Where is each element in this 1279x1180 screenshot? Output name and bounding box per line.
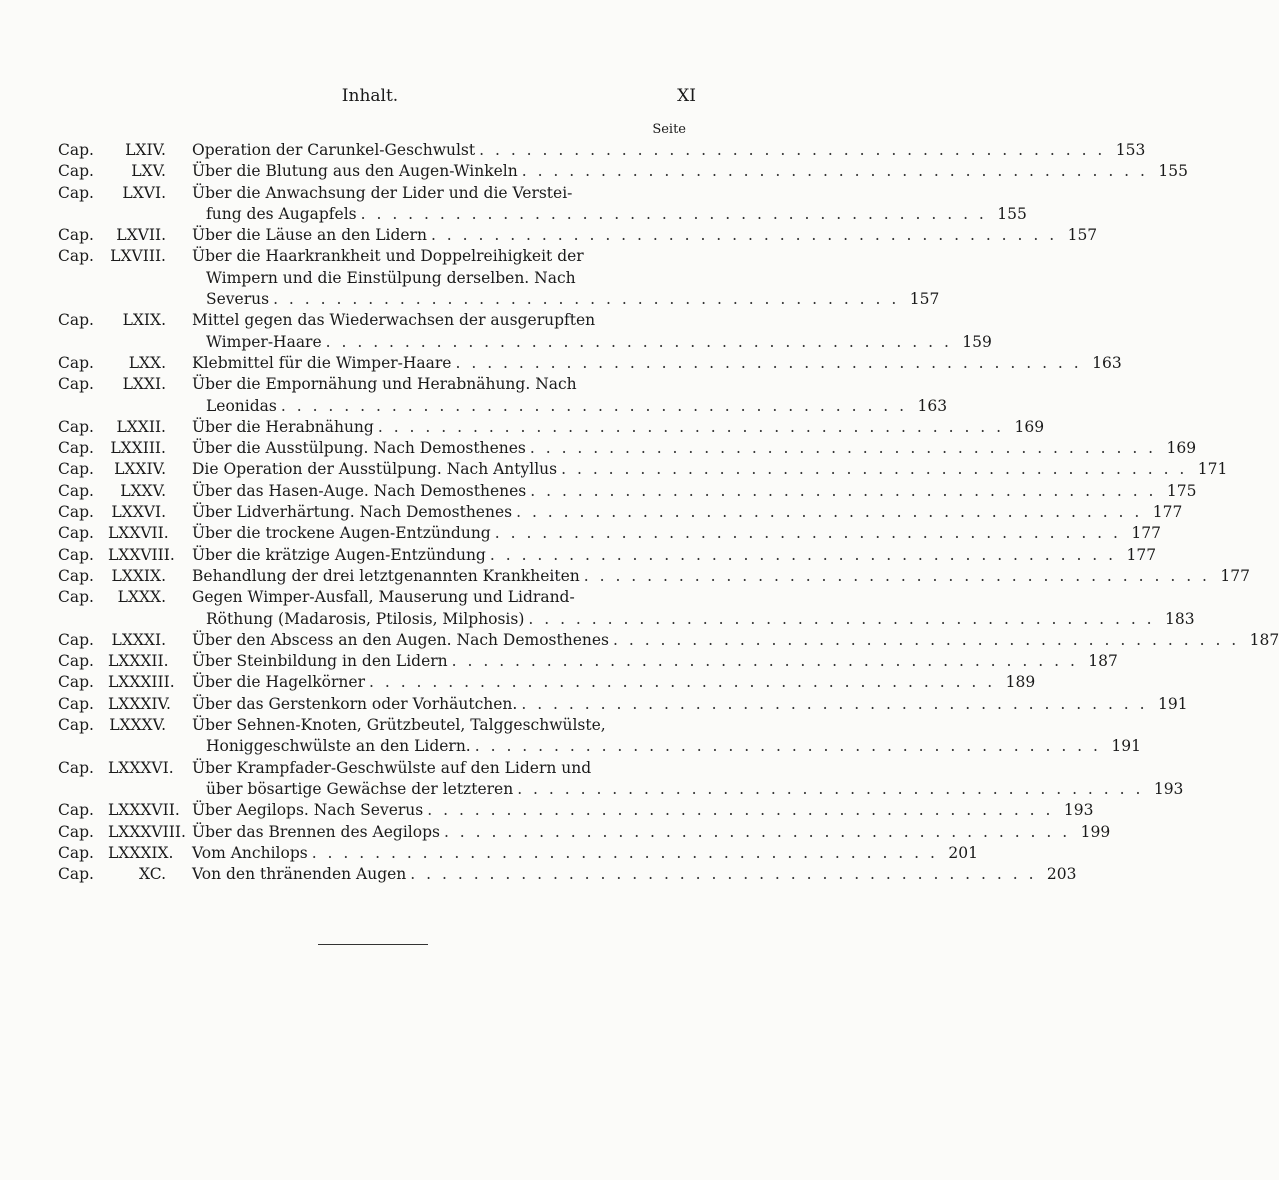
chapter-title [192,864,1077,885]
toc-entry [58,481,1197,502]
chapter-number: LXXXI. [111,630,166,649]
chapter-title-text: Operation der Carunkel-Geschwulst [192,141,476,159]
page-reference: 177 [1131,524,1161,543]
chapter-label: Cap. [58,503,94,522]
toc-entry [58,459,1228,480]
chapter-title-line [192,332,992,353]
chapter-number: LXXIX. [111,566,166,585]
dot-leader: . . . . . . . . . . . . . . . . . . . . . . . . . . . . . . . . . . . . . . . . [613,630,1240,649]
page-reference: 175 [1166,481,1197,500]
page-reference: 169 [1014,417,1045,436]
dot-leader: . . . . . . . . . . . . . . . . . . . . . . . . . . . . . . . . . . . . . . . . [516,503,1143,522]
chapter-title-line [192,183,1027,204]
chapter-title-text: Über das Hasen-Auge. Nach Demosthenes [192,481,527,500]
chapter-title [192,545,1156,566]
chapter-label: Cap. [58,566,94,585]
toc-entry [58,417,1045,438]
page-reference: 199 [1080,822,1111,841]
page-reference: 183 [1165,609,1195,628]
page-reference: 163 [1092,353,1122,372]
chapter-title-line [192,545,1156,566]
chapter-title [192,417,1044,438]
page-reference: 193 [1153,779,1184,798]
page-reference: 191 [1157,694,1188,713]
toc-entry [58,694,1188,715]
page-reference: 155 [1158,162,1188,181]
chapter-title [192,523,1161,544]
chapter-title-text: Röthung (Madarosis, Ptilosis, Milphosis) [206,609,525,628]
dot-leader: . . . . . . . . . . . . . . . . . . . . . . . . . . . . . . . . . . . . . . . . [489,545,1117,564]
chapter-number: LXXXII. [108,652,169,671]
toc-entry [58,523,1161,544]
chapter-title [192,183,1027,226]
chapter-title-line [192,694,1188,715]
chapter-label: Cap. [58,822,94,841]
dot-leader: . . . . . . . . . . . . . . . . . . . . . . . . . . . . . . . . . . . . . . . . [517,779,1144,798]
chapter-number: LXXVI. [111,503,166,522]
table-of-contents [58,140,1279,885]
chapter-number: LXXVIII. [108,545,175,564]
toc-entry [58,566,1250,587]
closing-rule [318,944,428,945]
page-column-label: Seite [652,122,686,137]
chapter-title [192,758,1183,801]
page-reference: 159 [962,332,992,351]
chapter-title-text: Über die Hagelkörner [192,673,365,692]
toc-entry [58,715,1141,758]
chapter-number: LXXXIII. [108,673,175,692]
chapter-number: LXXXVIII. [108,822,186,841]
page-reference: 187 [1088,652,1118,671]
toc-entry [58,374,948,417]
toc-entry [58,502,1183,523]
chapter-title [192,481,1196,502]
chapter-number: LXXX. [117,588,166,607]
chapter-title-text: Über die Empornähung und Herabnähung. Nach [192,375,577,394]
chapter-label: Cap. [58,545,94,564]
chapter-label: Cap. [58,843,94,862]
chapter-title [192,225,1097,246]
chapter-title-text: Behandlung der drei letztgenannten Krankheiten [192,566,580,585]
chapter-title-line [192,566,1250,587]
toc-entry [58,225,1098,246]
chapter-label: Cap. [58,460,94,479]
chapter-title-line [192,523,1161,544]
chapter-number: LXXII. [116,417,166,436]
chapter-title-line [192,246,939,267]
toc-entry [58,672,1036,693]
chapter-title-line [192,459,1227,480]
chapter-title-line [192,672,1035,693]
dot-leader: . . . . . . . . . . . . . . . . . . . . . . . . . . . . . . . . . . . . . . . . [494,524,1121,543]
chapter-number: LXXXIX. [108,843,174,862]
chapter-label: Cap. [58,588,94,607]
chapter-title-line [192,715,1141,736]
dot-leader: . . . . . . . . . . . . . . . . . . . . . . . . . . . . . . . . . . . . . . . . [273,290,900,309]
chapter-title-text: Mittel gegen das Wiederwachsen der ausgerupften [192,311,596,330]
page-reference: 157 [1067,226,1098,245]
chapter-title-line [192,630,1279,651]
dot-leader: . . . . . . . . . . . . . . . . . . . . . . . . . . . . . . . . . . . . . . . . [427,801,1054,820]
dot-leader: . . . . . . . . . . . . . . . . . . . . . . . . . . . . . . . . . . . . . . . . [451,652,1078,671]
chapter-label: Cap. [58,673,94,692]
chapter-title [192,161,1188,182]
chapter-title-line [192,779,1183,800]
dot-leader: . . . . . . . . . . . . . . . . . . . . . . . . . . . . . . . . . . . . . . . . [479,141,1106,159]
chapter-number: LXXXV. [109,716,166,735]
chapter-title [192,843,978,864]
chapter-title-line [192,289,939,310]
toc-entry [58,758,1184,801]
chapter-number: LXIX. [122,311,166,330]
dot-leader: . . . . . . . . . . . . . . . . . . . . . . . . . . . . . . . . . . . . . . . . [443,822,1071,841]
page-reference: 157 [909,290,940,309]
chapter-title-text: Vom Anchilops [192,843,308,862]
dot-leader: . . . . . . . . . . . . . . . . . . . . . . . . . . . . . . . . . . . . . . . . [325,332,952,351]
dot-leader: . . . . . . . . . . . . . . . . . . . . . . . . . . . . . . . . . . . . . . . . [583,566,1210,585]
chapter-title-text: Über Aegilops. Nach Severus [192,801,424,820]
chapter-title [192,353,1122,374]
chapter-number: XC. [139,865,166,884]
chapter-label: Cap. [58,183,94,202]
toc-entry [58,651,1118,672]
chapter-label: Cap. [58,141,94,159]
chapter-title [192,140,1145,161]
chapter-number: LXXXVI. [108,758,174,777]
chapter-label: Cap. [58,481,94,500]
chapter-title-text: Über Steinbildung in den Lidern [192,652,448,671]
chapter-number: LXXI. [122,375,166,394]
chapter-title [192,438,1196,459]
chapter-title [192,800,1093,821]
chapter-title-text: Über das Gerstenkorn oder Vorhäutchen. [192,694,518,713]
chapter-title [192,310,992,353]
chapter-number: LXXV. [120,481,166,500]
chapter-title-text: Über den Abscess an den Augen. Nach Demosthenes [192,630,609,649]
dot-leader: . . . . . . . . . . . . . . . . . . . . . . . . . . . . . . . . . . . . . . . . [280,396,908,415]
header-title: Inhalt. [341,86,399,106]
chapter-label: Cap. [58,524,94,543]
dot-leader: . . . . . . . . . . . . . . . . . . . . . . . . . . . . . . . . . . . . . . . . [529,439,1157,458]
toc-entry [58,183,1027,226]
chapter-title-line [192,374,947,395]
chapter-number: LXVIII. [110,247,166,266]
page-reference: 177 [1220,566,1250,585]
chapter-label: Cap. [58,758,94,777]
dot-leader: . . . . . . . . . . . . . . . . . . . . . . . . . . . . . . . . . . . . . . . . [311,843,938,862]
chapter-number: LXXIV. [114,460,166,479]
page-reference: 189 [1005,673,1036,692]
chapter-title-text: Von den thränenden Augen [192,865,407,884]
dot-leader: . . . . . . . . . . . . . . . . . . . . . . . . . . . . . . . . . . . . . . . . [561,460,1188,479]
chapter-number: LXXXIV. [108,694,171,713]
chapter-title [192,587,1195,630]
chapter-title-line [192,864,1077,885]
chapter-title-line [192,481,1196,502]
chapter-label: Cap. [58,311,94,330]
chapter-label: Cap. [58,353,94,372]
chapter-title-line [192,161,1188,182]
chapter-label: Cap. [58,247,94,266]
chapter-title [192,502,1182,523]
header-page-number: XI [677,86,696,106]
dot-leader: . . . . . . . . . . . . . . . . . . . . . . . . . . . . . . . . . . . . . . . . [474,737,1101,756]
chapter-title-text: Wimper-Haare [206,332,322,351]
chapter-title [192,715,1141,758]
chapter-label: Cap. [58,694,94,713]
chapter-title [192,374,947,417]
chapter-title-text: Über die Ausstülpung. Nach Demosthenes [192,439,526,458]
chapter-title-text: Über die Anwachsung der Lider und die Verstei- [192,183,573,202]
chapter-title-text: Die Operation der Ausstülpung. Nach Antyllus [192,460,558,479]
dot-leader: . . . . . . . . . . . . . . . . . . . . . . . . . . . . . . . . . . . . . . . . [410,865,1037,884]
toc-entry [58,310,992,353]
dot-leader: . . . . . . . . . . . . . . . . . . . . . . . . . . . . . . . . . . . . . . . . [368,673,996,692]
chapter-title-text: Wimpern und die Einstülpung derselben. Nach [206,268,576,287]
chapter-label: Cap. [58,375,94,394]
dot-leader: . . . . . . . . . . . . . . . . . . . . . . . . . . . . . . . . . . . . . . . . [430,226,1058,245]
chapter-title-text: Über die Haarkrankheit und Doppelreihigkeit der [192,247,584,266]
chapter-title [192,246,939,310]
chapter-title-line [192,587,1195,608]
page-reference: 193 [1063,801,1094,820]
chapter-title-line [192,225,1097,246]
chapter-title [192,822,1110,843]
toc-entry [58,630,1279,651]
toc-entry [58,800,1094,821]
chapter-title-text: Gegen Wimper-Ausfall, Mauserung und Lidrand- [192,588,575,607]
page-reference: 187 [1249,630,1279,649]
page-reference: 203 [1046,865,1077,884]
chapter-title [192,459,1227,480]
chapter-label: Cap. [58,226,94,245]
chapter-title-text: Über das Brennen des Aegilops [192,822,440,841]
chapter-title [192,694,1188,715]
chapter-title-line [192,396,947,417]
chapter-label: Cap. [58,439,94,458]
chapter-label: Cap. [58,716,94,735]
toc-entry [58,161,1188,182]
dot-leader: . . . . . . . . . . . . . . . . . . . . . . . . . . . . . . . . . . . . . . . . [530,481,1157,500]
page-reference: 177 [1126,545,1157,564]
chapter-title-text: Klebmittel für die Wimper-Haare [192,353,452,372]
chapter-title-line [192,609,1195,630]
dot-leader: . . . . . . . . . . . . . . . . . . . . . . . . . . . . . . . . . . . . . . . . [455,353,1082,372]
chapter-label: Cap. [58,630,94,649]
dot-leader: . . . . . . . . . . . . . . . . . . . . . . . . . . . . . . . . . . . . . . . . [521,694,1148,713]
chapter-title-text: fung des Augapfels [206,204,357,223]
dot-leader: . . . . . . . . . . . . . . . . . . . . . . . . . . . . . . . . . . . . . . . . [377,417,1005,436]
chapter-title-text: Über die Läuse an den Lidern [192,226,427,245]
chapter-number: LXVII. [116,226,166,245]
chapter-number: LXV. [131,162,166,181]
chapter-number: LXIV. [125,141,166,159]
page-reference: 153 [1115,141,1146,159]
chapter-title [192,566,1250,587]
chapter-title-line [192,800,1093,821]
chapter-number: LXXXVII. [108,801,180,820]
chapter-title-text: Severus [206,290,270,309]
toc-entry [58,822,1111,843]
chapter-label: Cap. [58,865,94,884]
chapter-title-line [192,268,939,289]
page-reference: 171 [1197,460,1228,479]
chapter-title [192,672,1035,693]
chapter-title-text: Über die trockene Augen-Entzündung [192,524,491,543]
chapter-title-line [192,417,1044,438]
chapter-number: LXXVII. [108,524,169,543]
page-reference: 177 [1152,503,1183,522]
chapter-title [192,630,1279,651]
chapter-title-line [192,822,1110,843]
chapter-title-text: Über die Herabnähung [192,417,374,436]
chapter-title-text: Honiggeschwülste an den Lidern. [206,737,471,756]
chapter-title-line [192,438,1196,459]
running-header [0,82,800,108]
chapter-label: Cap. [58,417,94,436]
chapter-title-text: Über die Blutung aus den Augen-Winkeln [192,162,518,181]
chapter-title-text: Über Sehnen-Knoten, Grützbeutel, Talggeschwülste, [192,716,606,735]
chapter-title-text: Über Lidverhärtung. Nach Demosthenes [192,503,513,522]
chapter-title-line [192,651,1118,672]
chapter-title-line [192,736,1141,757]
chapter-title-line [192,140,1145,161]
chapter-label: Cap. [58,162,94,181]
chapter-number: LXX. [128,353,166,372]
toc-entry [58,843,978,864]
chapter-label: Cap. [58,801,94,820]
dot-leader: . . . . . . . . . . . . . . . . . . . . . . . . . . . . . . . . . . . . . . . . [521,162,1148,181]
chapter-title-line [192,843,978,864]
chapter-title-text: Über die krätzige Augen-Entzündung [192,545,486,564]
toc-entry [58,438,1197,459]
page-reference: 155 [997,204,1027,223]
chapter-title [192,651,1118,672]
chapter-title-line [192,310,992,331]
chapter-title-line [192,204,1027,225]
dot-leader: . . . . . . . . . . . . . . . . . . . . . . . . . . . . . . . . . . . . . . . . [528,609,1155,628]
chapter-title-text: Leonidas [206,396,277,415]
toc-entry [58,353,1122,374]
page-reference: 163 [917,396,948,415]
chapter-label: Cap. [58,652,94,671]
chapter-title-text: über bösartige Gewächse der letzteren [206,779,514,798]
chapter-title-line [192,758,1183,779]
toc-entry [58,545,1157,566]
toc-entry [58,587,1195,630]
chapter-title-text: Über Krampfader-Geschwülste auf den Lidern und [192,758,592,777]
chapter-title-line [192,502,1182,523]
page-reference: 191 [1111,737,1141,756]
dot-leader: . . . . . . . . . . . . . . . . . . . . . . . . . . . . . . . . . . . . . . . . [360,204,987,223]
toc-entry [58,246,940,310]
chapter-number: LXVI. [122,183,166,202]
page-reference: 201 [948,843,978,862]
toc-entry [58,864,1077,885]
page-reference: 169 [1166,439,1197,458]
chapter-number: LXXIII. [110,439,166,458]
toc-entry [58,140,1146,161]
chapter-title-line [192,353,1122,374]
